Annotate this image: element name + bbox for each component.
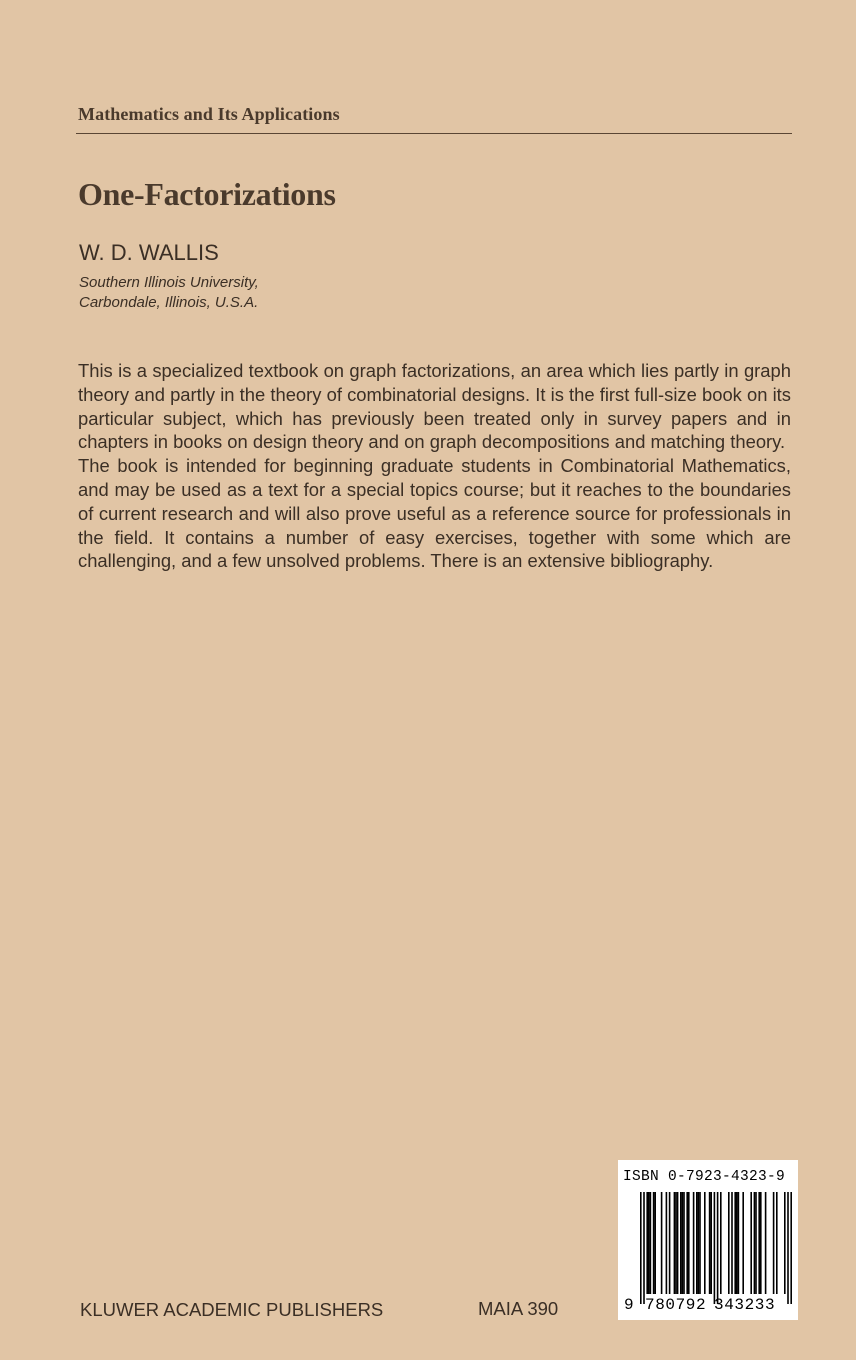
barcode-bar bbox=[653, 1192, 655, 1294]
book-description bbox=[78, 359, 791, 573]
barcode-bar bbox=[650, 1192, 652, 1294]
barcode-bar bbox=[669, 1192, 671, 1294]
barcode-bar bbox=[696, 1192, 698, 1294]
barcode-bar bbox=[790, 1192, 792, 1304]
barcode-bar bbox=[787, 1192, 789, 1304]
description-paragraph-1: This is a specialized textbook on graph factorizations, an area which lies partly in graph theory and partly in the theory of combinatorial designs. It is the first full-size book on its particular subject, which has previously been treated only in survey papers and in chapters in books on design theory and on graph decompositions and matching theory. bbox=[78, 360, 791, 453]
barcode-bar bbox=[720, 1192, 722, 1294]
barcode-bar bbox=[736, 1192, 738, 1294]
barcode-bar bbox=[654, 1192, 656, 1294]
barcode-bar bbox=[755, 1192, 757, 1294]
barcode-bar bbox=[675, 1192, 677, 1294]
barcode-bar bbox=[742, 1192, 744, 1294]
barcode-bar bbox=[683, 1192, 685, 1294]
barcode-bar bbox=[754, 1192, 756, 1294]
isbn-barcode bbox=[618, 1160, 798, 1320]
barcode-bar bbox=[699, 1192, 701, 1294]
barcode-bar bbox=[750, 1192, 752, 1294]
barcode-lead-digit: 9 bbox=[624, 1296, 635, 1314]
publisher-name: KLUWER ACADEMIC PUBLISHERS bbox=[80, 1299, 384, 1320]
header-rule bbox=[76, 133, 792, 134]
series-title: Mathematics and Its Applications bbox=[78, 104, 340, 124]
barcode-bar bbox=[648, 1192, 650, 1294]
barcode-bar bbox=[640, 1192, 642, 1304]
affiliation-line-1: Southern Illinois University, bbox=[79, 274, 259, 291]
barcode-bar bbox=[682, 1192, 684, 1294]
barcode-bar bbox=[677, 1192, 679, 1294]
barcode-bar bbox=[717, 1192, 719, 1304]
barcode-bar bbox=[643, 1192, 645, 1304]
description-paragraph-2: The book is intended for beginning graduate students in Combinatorial Mathematics, and may be used as a text for a special topics course; but it reaches to the boundaries of current research and will also prove useful as a reference source for professionals in the field. It contains a number of easy exercises, together with some which are challenging, and a few unsolved problems. There is an extensive bibliography. bbox=[78, 455, 791, 572]
affiliation-line-2: Carbondale, Illinois, U.S.A. bbox=[79, 294, 259, 311]
barcode-bar bbox=[728, 1192, 730, 1294]
barcode-bar bbox=[686, 1192, 688, 1294]
barcode-bar bbox=[674, 1192, 676, 1294]
barcode-bar bbox=[731, 1192, 733, 1294]
barcode-bar bbox=[688, 1192, 690, 1294]
barcode-bar bbox=[680, 1192, 682, 1294]
barcode-bar bbox=[734, 1192, 736, 1294]
barcode-bar bbox=[709, 1192, 711, 1294]
barcode-left-digits: 780792 bbox=[645, 1296, 707, 1314]
barcode-bar bbox=[738, 1192, 740, 1294]
barcode-bar bbox=[776, 1192, 778, 1294]
barcode-bar bbox=[714, 1192, 716, 1304]
barcode-bar bbox=[710, 1192, 712, 1294]
isbn-label: ISBN 0-7923-4323-9 bbox=[623, 1169, 786, 1185]
barcode-bar bbox=[666, 1192, 668, 1294]
barcode-bar bbox=[773, 1192, 775, 1294]
barcode-right-digits: 343233 bbox=[714, 1296, 776, 1314]
barcode-bar bbox=[646, 1192, 648, 1294]
series-code: MAIA 390 bbox=[478, 1298, 559, 1319]
barcode-bar bbox=[760, 1192, 762, 1294]
barcode-bar bbox=[704, 1192, 706, 1294]
author-name: W. D. WALLIS bbox=[79, 240, 219, 265]
barcode-bar bbox=[661, 1192, 663, 1294]
barcode-bar bbox=[758, 1192, 760, 1294]
book-title: One-Factorizations bbox=[78, 176, 336, 212]
barcode-bar bbox=[698, 1192, 700, 1294]
barcode-bar bbox=[784, 1192, 786, 1294]
barcode-bar bbox=[765, 1192, 767, 1294]
barcode-bar bbox=[693, 1192, 695, 1294]
